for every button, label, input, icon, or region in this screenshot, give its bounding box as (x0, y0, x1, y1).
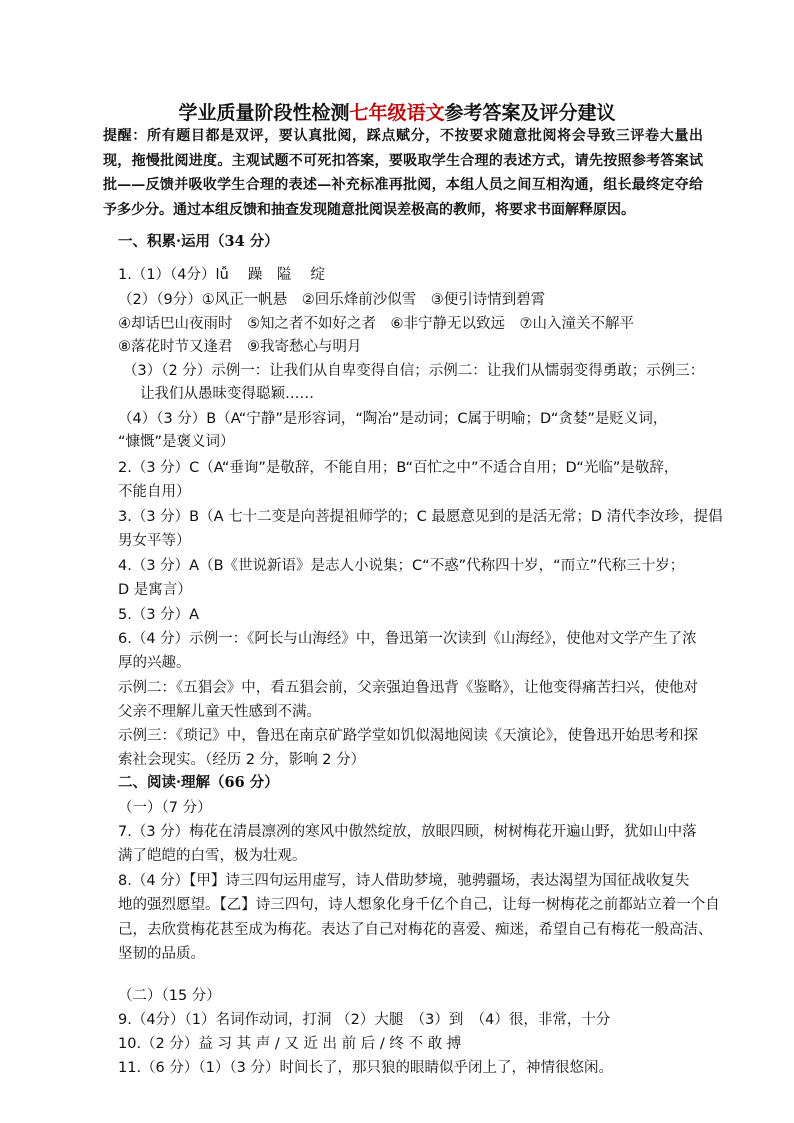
title-grade-subject: 七年级语文 (349, 102, 445, 124)
title-suffix: 参考答案及评分建议 (444, 102, 616, 124)
answer-line: 示例二：《五猖会》中，看五猖会前，父亲强迫鲁迅背《鉴略》，让他变得痛苦扫兴，使他对 (118, 680, 698, 696)
answer-line: 男女平等） (118, 533, 191, 549)
answer-line: 让我们从愚昧变得聪颖…… (140, 386, 314, 402)
answer-line: 地的强烈愿望。【乙】诗三四句，诗人想象化身千亿个自己，让每一树梅花之前都站立着一个自 (118, 897, 720, 913)
answer-line: 6.（4 分）示例一：《阿长与山海经》中，鲁迅第一次读到《山海经》，使他对文学产生了浓 (118, 631, 697, 647)
answer-line: 3.（3 分）B（A 七十二变是向菩提祖师学的；C 最愿意见到的是活无常；D 清代李汝珍，提倡 (118, 509, 723, 525)
grading-reminder: 提醒：所有题目都是双评，要认真批阅，踩点赋分，不按要求随意批阅将会导致三评卷大量出现，拖慢批阅进度。主观试题不可死扣答案，要吸取学生合理的表述方式，请先按照参考答案试批——反馈并吸收学生合理的表述—补充标准再批阅，本组人员之间互相沟通，组长最终定夺给予多少分。通过本组反馈和抽查发现随意批阅误差极高的教师，将要求书面解释原因。 (103, 128, 703, 218)
answer-line: （3）（2 分）示例一：让我们从自卑变得自信；示例二：让我们从懦弱变得勇敢；示例三： (123, 363, 705, 379)
answer-line: 坚韧的品质。 (118, 946, 205, 962)
answer-line: 8.（4 分）【甲】诗三四句运用虚写，诗人借助梦境，驰骋疆场，表达渴望为国征战收复失 (118, 873, 690, 889)
title-prefix: 学业质量阶段性检测 (178, 102, 350, 124)
answer-line: 父亲不理解儿童天性感到不满。 (118, 704, 321, 720)
answer-line: 示例三：《琐记》中，鲁迅在南京矿路学堂如饥似渴地阅读《天演论》，使鲁迅开始思考和探 (118, 728, 698, 744)
answer-line: 2.（3 分）C（A“垂询”是敬辞，不能自用；B“百忙之中”不适合自用；D“光临”是敬辞， (118, 460, 679, 476)
answer-line: （2）（9分）①风正一帆悬 ②回乐烽前沙似雪 ③便引诗情到碧霄 (118, 292, 546, 308)
subsection-heading: （一）（7 分） (118, 800, 212, 816)
answer-line: 索社会现实。（经历 2 分，影响 2 分） (118, 752, 366, 768)
answer-line: 9.（4分）（1）名词作动词，打洞 （2）大腿 （3）到 （4）很，非常，十分 (118, 1012, 611, 1028)
answer-line: 1.（1）（4分）lǚ 躁 隘 绽 (118, 267, 325, 283)
answer-line: “慷慨”是褒义词） (118, 434, 235, 450)
answer-line: D 是寓言） (118, 582, 192, 598)
answer-line: 不能自用） (118, 484, 191, 500)
subsection-heading: （二）（15 分） (118, 988, 221, 1004)
answer-line: 10.（2 分）益 习 其 声 / 又 近 出 前 后 / 终 不 敢 搏 (118, 1036, 462, 1052)
answer-line: 己，去欣赏梅花甚至成为梅花。表达了自己对梅花的喜爱、痴迷，希望自己有梅花一般高洁、 (118, 922, 713, 938)
answer-line: 4.（3 分）A（B《世说新语》是志人小说集；C“不惑”代称四十岁，“而立”代称三十岁； (118, 558, 685, 574)
answer-line: 11.（6 分）（1）（3 分）时间长了，那只狼的眼睛似乎闭上了，神情很悠闲。 (118, 1060, 613, 1076)
answer-line: 5.（3 分）A (118, 607, 200, 623)
answer-line: ⑧落花时节又逢君 ⑨我寄愁心与明月 (118, 339, 362, 355)
answer-line: （4）（3 分）B（A“宁静”是形容词，“陶冶”是动词；C属于明喻；D“贪婪”是贬义词， (118, 411, 668, 427)
section-heading-2: 二、阅读·理解（66 分） (118, 774, 279, 791)
page-title (0, 100, 794, 126)
answer-line: 7.（3 分）梅花在清晨凛冽的寒风中傲然绽放，放眼四顾，树树梅花开遍山野，犹如山中落 (118, 824, 697, 840)
section-heading-1: 一、积累·运用（34 分） (118, 233, 279, 250)
answer-line: ④却话巴山夜雨时 ⑤知之者不如好之者 ⑥非宁静无以致远 ⑦山入潼关不解平 (118, 316, 634, 332)
answer-line: 厚的兴趣。 (118, 655, 191, 671)
answer-line: 满了皑皑的白雪，极为壮观。 (118, 848, 307, 864)
